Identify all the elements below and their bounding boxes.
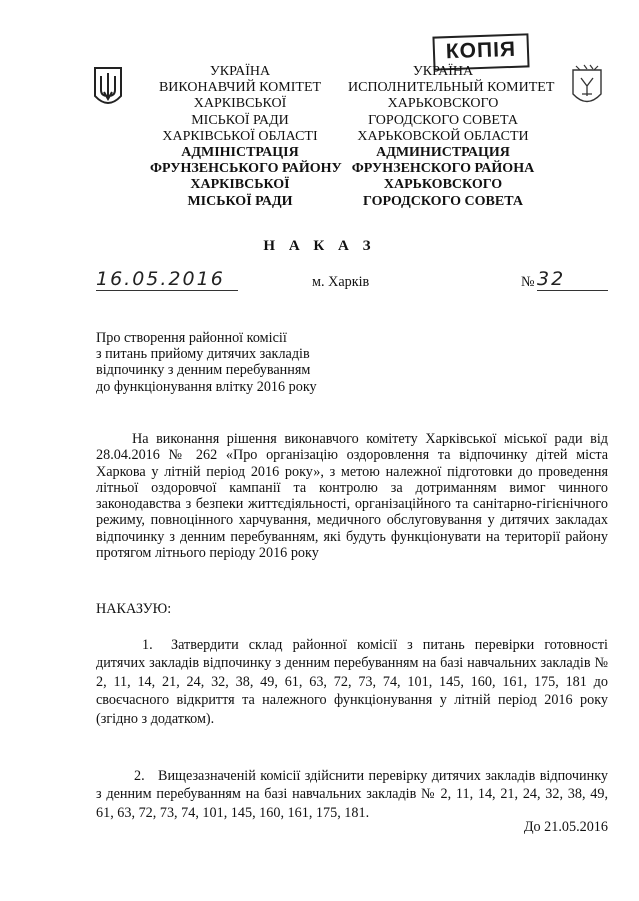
header-line-bold: ФРУНЗЕНСКОГО РАЙОНА: [351, 161, 535, 177]
coat-of-arms-icon: [93, 66, 123, 110]
order-date: 16.05.2016: [96, 268, 238, 291]
copy-stamp: КОПІЯ: [432, 33, 529, 70]
order-word: НАКАЗУЮ:: [96, 601, 172, 617]
header-line-bold: ХАРКІВСЬКОЇ: [190, 177, 290, 193]
header-line: ГОРОДСКОГО СОВЕТА: [368, 112, 518, 128]
header-line: ИСПОЛНИТЕЛЬНЫЙ КОМИТЕТ: [348, 80, 555, 96]
header-line: ХАРКІВСЬКОЇ: [193, 96, 287, 112]
city-emblem-icon: [570, 64, 604, 110]
order-number: 32: [537, 268, 608, 291]
document-title: Н А К А З: [263, 238, 376, 254]
header-line-bold: ХАРЬКОВСКОГО: [383, 177, 503, 193]
order-item-2: [96, 767, 608, 822]
header-line-bold: ГОРОДСКОГО СОВЕТА: [363, 193, 523, 209]
header-line: УКРАЇНА: [209, 64, 271, 79]
subject-line: до функціонування влітку 2016 року: [96, 378, 317, 395]
item-number: 2.: [134, 768, 145, 784]
header-line-bold: АДМИНИСТРАЦИЯ: [376, 145, 510, 161]
header-line: ХАРКІВСЬКОЇ ОБЛАСТІ: [162, 128, 318, 144]
deadline: До 21.05.2016: [523, 819, 608, 835]
header-line: УКРАЇНА: [412, 64, 474, 79]
header-line: МІСЬКОЇ РАДИ: [191, 112, 289, 128]
subject-line: відпочинку з денним перебуванням: [96, 362, 311, 379]
header-line: ВИКОНАВЧИЙ КОМІТЕТ: [158, 80, 322, 96]
order-number-label: №: [521, 274, 535, 290]
item-text: Вищезазначеній комісії здійснити перевірку дитячих закладів відпочинку з денним перебуванням на базі навчальних закладів № 2, 11, 14, 21, 24, 32, 38, 49, 61, 63, 72, 73, 74, 101, 145, 160, 161, 175, 181.: [96, 768, 608, 821]
header-line: ХАРЬКОВСКОЙ ОБЛАСТИ: [357, 128, 529, 144]
item-number: 1.: [142, 637, 153, 653]
order-item-1: [96, 636, 608, 728]
preamble-paragraph: На виконання рішення виконавчого комітету Харківської міської ради від 28.04.2016 № 262 «Про організацію оздоровлення та відпочинку дітей міста Харкова у літній період 2016 року», з метою належної підготовки до проведення літньої оздоровчої кампанії та контролю за дотриманням вимог чинного законодавства з безпеки життєдіяльності, організаційного та санітарно-гігієнічного режиму, повноцінного харчування, медичного обслуговування у дитячих закладах відпочинку з денним перебуванням, які будуть функціонувати на території району протягом літнього періоду 2016 року: [96, 431, 608, 562]
header-line-bold: ФРУНЗЕНСЬКОГО РАЙОНУ: [150, 161, 342, 177]
header-ukrainian: [150, 64, 342, 210]
header-line-bold: АДМІНІСТРАЦІЯ: [181, 145, 299, 161]
subject-line: Про створення районної комісії: [96, 330, 287, 346]
header-line: ХАРЬКОВСКОГО: [387, 96, 499, 112]
subject-line: з питань прийому дитячих закладів: [96, 346, 310, 363]
item-text: Затвердити склад районної комісії з питань перевірки готовності дитячих закладів відпочинку з денним перебуванням на базі навчальних закладів № 2, 11, 14, 21, 24, 32, 38, 49, 61, 63, 72, 73, 74, 101, 145, 160, 161, 175, 181 до своєчасного відкриття та належного функціонування у літній період 2016 року (згідно з додатком).: [96, 637, 608, 727]
header-russian: [348, 64, 555, 210]
header-line-bold: МІСЬКОЇ РАДИ: [187, 193, 293, 209]
order-subject: [96, 330, 356, 395]
order-city: м. Харків: [312, 274, 370, 290]
